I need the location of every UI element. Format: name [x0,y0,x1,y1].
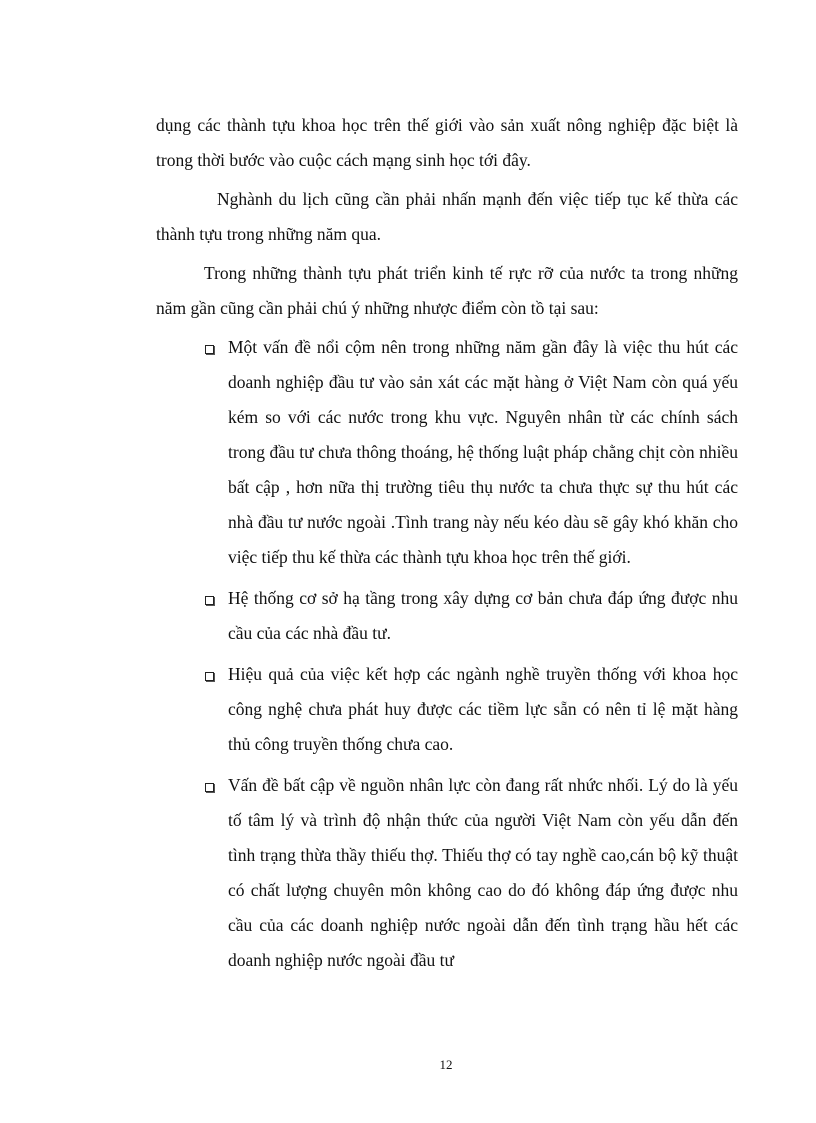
list-item-text: Vấn đề bất cập về nguồn nhân lực còn đang rất nhức nhối. Lý do là yếu tố tâm lý và trình độ nhận thức của người Việt Nam còn yếu dẫn đến tình trạng thừa thầy thiếu thợ. Thiếu thợ có tay nghề cao,cán bộ kỹ thuật có chất lượng chuyên môn không cao do đó không đáp ứng được nhu cầu của các doanh nghiệp nước ngoài dẫn đến tình trạng hầu hết các doanh nghiệp nước ngoài đầu tư [228,775,738,970]
paragraph-continuation: dụng các thành tựu khoa học trên thế giới vào sản xuất nông nghiệp đặc biệt là trong thời bước vào cuộc cách mạng sinh học tới đây. [156,115,738,170]
square-bullet-icon [205,596,214,605]
paragraph-weaknesses-intro: Trong những thành tựu phát triển kinh tế rực rỡ của nước ta trong những năm gần cũng cần phải chú ý những nhược điểm còn tồ tại sau: [156,263,738,318]
square-bullet-icon [205,672,214,681]
paragraph-tourism: Nghành du lịch cũng cần phải nhấn mạnh đến việc tiếp tục kế thừa các thành tựu trong những năm qua. [156,189,738,244]
list-item [156,657,738,762]
list-item [156,581,738,651]
list-item-text: Một vấn đề nổi cộm nên trong những năm gần đây là việc thu hút các doanh nghiệp đầu tư vào sản xát các mặt hàng ở Việt Nam còn quá yếu kém so với các nước trong khu vực. Nguyên nhân từ các chính sách trong đầu tư chưa thông thoáng, hệ thống luật pháp chằng chịt còn nhiều bất cập , hơn nữa thị trường tiêu thụ nước ta chưa thực sự thu hút các nhà đầu tư nước ngoài .Tình trang này nếu kéo dàu sẽ gây khó khăn cho việc tiếp thu kế thừa các thành tựu khoa học trên thế giới. [228,337,738,567]
document-page [156,108,738,984]
list-item-text: Hệ thống cơ sở hạ tầng trong xây dựng cơ bản chưa đáp ứng được nhu cầu của các nhà đầu tư. [228,588,738,643]
weakness-list [156,330,738,978]
square-bullet-icon [205,783,214,792]
list-item-text: Hiệu quả của việc kết hợp các ngành nghề truyền thống với khoa học công nghệ chưa phát huy được các tiềm lực sẵn có nên tỉ lệ mặt hàng thủ công truyền thống chưa cao. [228,664,738,754]
square-bullet-icon [205,345,214,354]
page-number: 12 [439,1057,453,1072]
list-item [156,330,738,575]
list-item [156,768,738,978]
